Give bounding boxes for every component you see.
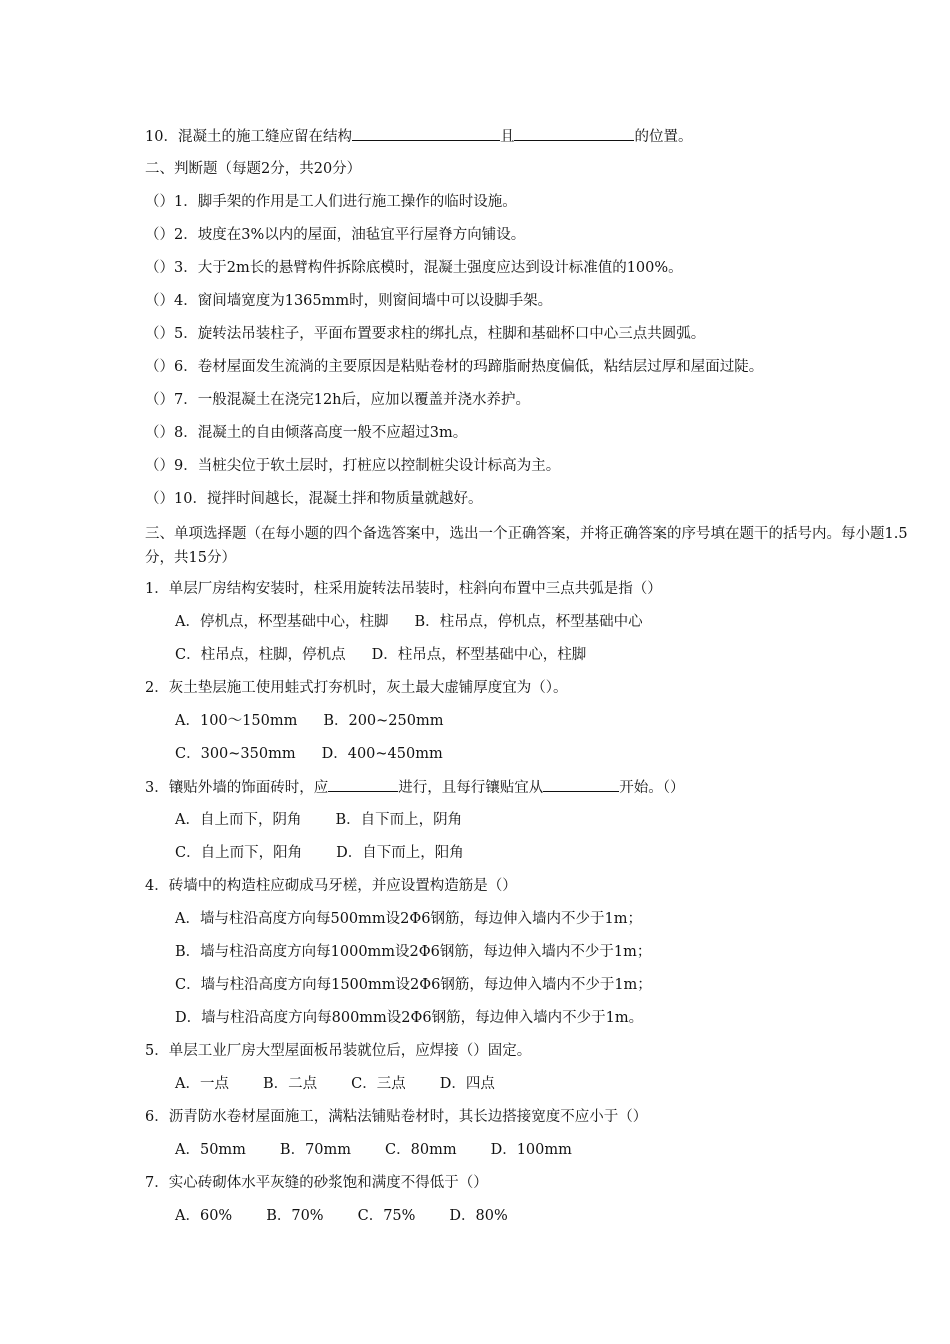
q1-option-a: A．停机点，杯型基础中心，柱脚: [175, 614, 389, 630]
q3-option-d: D．自下而上，阳角: [336, 845, 464, 861]
judgment-item-3: （）3．大于2m长的悬臂构件拆除底模时，混凝土强度应达到设计标准值的100%。: [145, 260, 683, 276]
choice-question-6: 6．沥青防水卷材屋面施工，满粘法铺贴卷材时，其长边搭接宽度不应小于（）: [145, 1109, 648, 1125]
q5-option-b: B．二点: [262, 1076, 318, 1092]
judgment-item-9: （）9．当桩尖位于软土层时，打桩应以控制桩尖设计标高为主。: [145, 458, 561, 474]
choice-question-1: 1．单层厂房结构安装时，柱采用旋转法吊装时，柱斜向布置中三点共弧是指（）: [145, 581, 662, 597]
q10-text-pre: 10．混凝土的施工缝应留在结构: [145, 129, 352, 145]
judgment-item-4: （）4．窗间墙宽度为1365mm时，则窗间墙中可以设脚手架。: [145, 293, 553, 309]
choice-question-7: 7．实心砖砌体水平灰缝的砂浆饱和满度不得低于（）: [145, 1175, 488, 1191]
q6-options-row: [175, 1140, 572, 1160]
q1-options-row-2: [175, 645, 586, 665]
q2-options-row-2: [175, 744, 443, 764]
judgment-item-6: （）6．卷材屋面发生流淌的主要原因是粘贴卷材的玛蹄脂耐热度偏低，粘结层过厚和屋面过陡。: [145, 359, 764, 375]
judgment-item-10: （）10．搅拌时间越长，混凝土拌和物质量就越好。: [145, 491, 483, 507]
q2-option-d: D．400~450mm: [321, 746, 443, 762]
q6-option-b: B．70mm: [279, 1142, 352, 1158]
q1-option-b: B．柱吊点，停机点，杯型基础中心: [414, 614, 643, 630]
q7-option-b: B．70%: [266, 1208, 324, 1224]
q2-option-c: C．300~350mm: [175, 746, 296, 762]
q3-text-post: 开始。（）: [619, 780, 685, 796]
q5-option-c: C．三点: [351, 1076, 406, 1092]
q10-text-mid: 且: [499, 129, 515, 145]
q6-option-c: C．80mm: [385, 1142, 457, 1158]
q4-option-d: D．墙与柱沿高度方向每800mm设2Φ6钢筋，每边伸入墙内不少于1m。: [175, 1010, 644, 1026]
q4-option-a: A．墙与柱沿高度方向每500mm设2Φ6钢筋，每边伸入墙内不少于1m；: [175, 911, 642, 927]
choice-question-4: 4．砖墙中的构造柱应砌成马牙槎，并应设置构造筋是（）: [145, 878, 517, 894]
q7-option-c: C．75%: [357, 1208, 416, 1224]
q3-text-mid: 进行，且每行镶贴宜从: [398, 780, 544, 796]
q1-option-c: C．柱吊点，柱脚，停机点: [175, 647, 346, 663]
q2-option-a: A．100～150mm: [175, 713, 298, 729]
answer-blank: [328, 777, 398, 792]
judgment-item-7: （）7．一般混凝土在浇完12h后，应加以覆盖并浇水养护。: [145, 392, 531, 408]
judgment-item-8: （）8．混凝土的自由倾落高度一般不应超过3m。: [145, 425, 468, 441]
judgment-item-5: （）5．旋转法吊装柱子，平面布置要求柱的绑扎点，柱脚和基础杯口中心三点共圆弧。: [145, 326, 706, 342]
section-3-heading: 三、单项选择题（在每小题的四个备选答案中，选出一个正确答案，并将正确答案的序号填在题干的括号内。每小题1.5分，共15分）: [145, 526, 908, 566]
q1-option-d: D．柱吊点，杯型基础中心，柱脚: [371, 647, 587, 663]
choice-question-3: [145, 777, 684, 798]
question-10-fill-blank: [145, 126, 692, 147]
answer-blank: [514, 126, 634, 141]
q7-options-row: [175, 1206, 508, 1226]
q4-option-c: C．墙与柱沿高度方向每1500mm设2Φ6钢筋，每边伸入墙内不少于1m；: [175, 977, 652, 993]
q3-option-b: B．自下而上，阴角: [335, 812, 463, 828]
q3-options-row-1: [175, 810, 462, 830]
q2-option-b: B．200~250mm: [323, 713, 444, 729]
judgment-item-2: （）2．坡度在3%以内的屋面，油毡宜平行屋脊方向铺设。: [145, 227, 526, 243]
q3-options-row-2: [175, 843, 464, 863]
q2-options-row-1: [175, 711, 443, 731]
q5-option-a: A．一点: [175, 1076, 229, 1092]
choice-question-2: 2．灰土垫层施工使用蛙式打夯机时，灰土最大虚铺厚度宜为（）。: [145, 680, 568, 696]
q7-option-d: D．80%: [449, 1208, 508, 1224]
q3-option-c: C．自上而下，阳角: [175, 845, 303, 861]
q5-options-row: [175, 1074, 495, 1094]
q4-option-b: B．墙与柱沿高度方向每1000mm设2Φ6钢筋，每边伸入墙内不少于1m；: [175, 944, 652, 960]
q3-text-pre: 3．镶贴外墙的饰面砖时，应: [145, 780, 329, 796]
choice-question-5: 5．单层工业厂房大型屋面板吊装就位后，应焊接（）固定。: [145, 1043, 532, 1059]
q3-option-a: A．自上而下，阴角: [175, 812, 302, 828]
q1-options-row-1: [175, 612, 643, 632]
judgment-item-1: （）1．脚手架的作用是工人们进行施工操作的临时设施。: [145, 194, 517, 210]
answer-blank: [543, 777, 619, 792]
q7-option-a: A．60%: [175, 1208, 233, 1224]
q10-text-post: 的位置。: [634, 129, 693, 145]
q6-option-a: A．50mm: [175, 1142, 246, 1158]
answer-blank: [352, 126, 500, 141]
q6-option-d: D．100mm: [490, 1142, 572, 1158]
q5-option-d: D．四点: [439, 1076, 495, 1092]
section-2-heading: 二、判断题（每题2分，共20分）: [145, 161, 362, 177]
